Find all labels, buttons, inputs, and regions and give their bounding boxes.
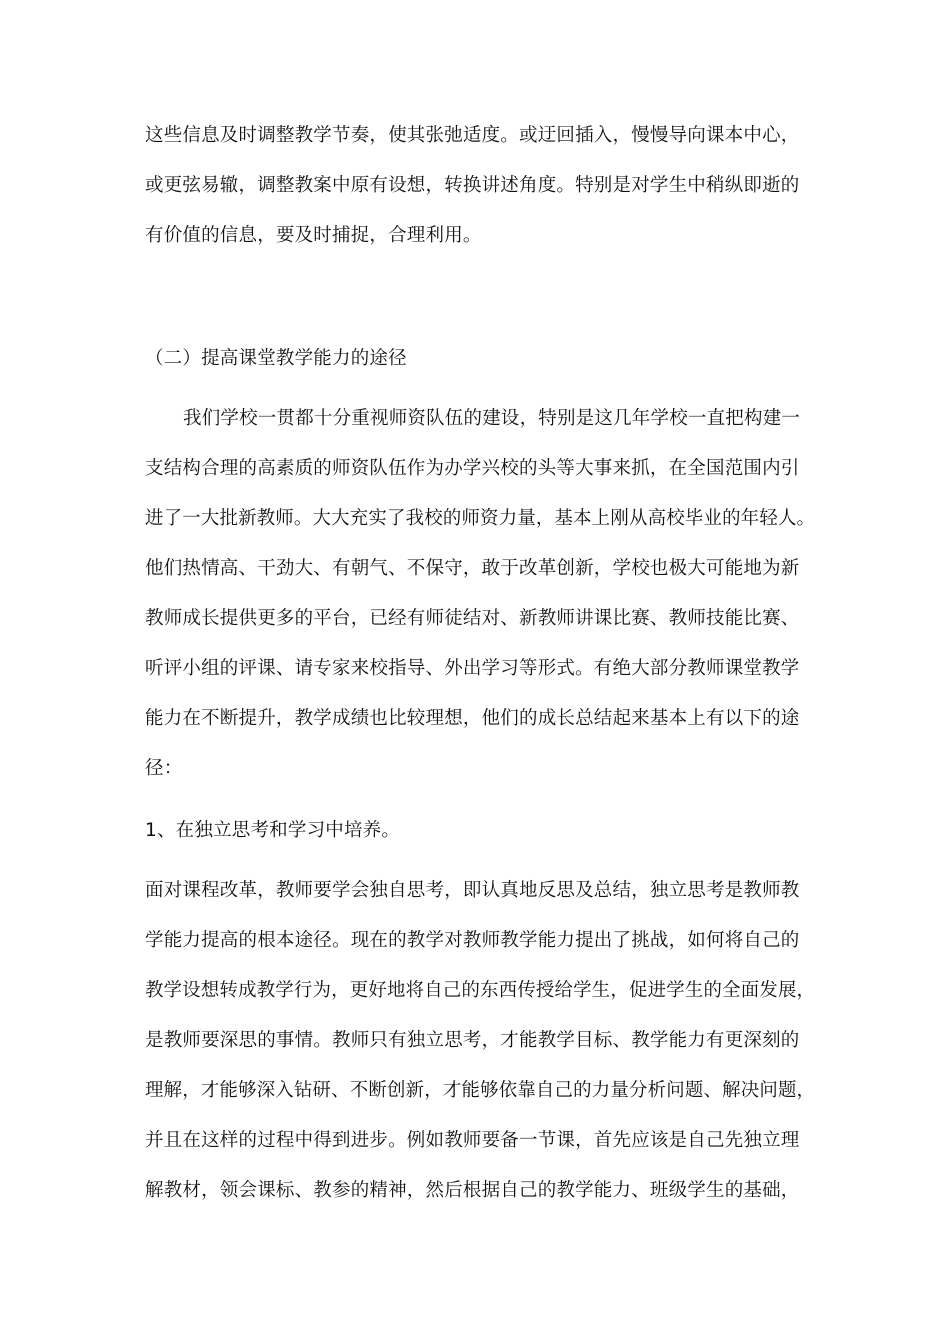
paragraph-2-line-6: 听评小组的评课、请专家来校指导、外出学习等形式。有绝大部分教师课堂教学 [145,658,800,679]
paragraph-2-line-8: 径： [145,758,183,779]
paragraph-2-line-4: 他们热情高、干劲大、有朝气、不保守，敢于改革创新，学校也极大可能地为新 [145,558,800,579]
paragraph-3-line-5: 理解，才能够深入钻研、不断创新，才能够依靠自己的力量分析问题、解决问题， [145,1080,816,1101]
paragraph-3-line-2: 学能力提高的根本途径。现在的教学对教师教学能力提出了挑战，如何将自己的 [145,930,800,951]
paragraph-1-line-2: 或更弦易辙，调整教案中原有设想，转换讲述角度。特别是对学生中稍纵即逝的 [145,175,800,196]
section-heading: （二）提高课堂教学能力的途径 [145,348,407,369]
paragraph-2-line-1: 我们学校一贯都十分重视师资队伍的建设，特别是这几年学校一直把构建一 [183,408,801,429]
paragraph-3-line-6: 并且在这样的过程中得到进步。例如教师要备一节课，首先应该是自己先独立理 [145,1130,800,1151]
paragraph-2-line-2: 支结构合理的高素质的师资队伍作为办学兴校的头等大事来抓，在全国范围内引 [145,458,800,479]
paragraph-1-line-1: 这些信息及时调整教学节奏，使其张弛适度。或迂回插入，慢慢导向课本中心， [145,125,800,146]
paragraph-2-line-5: 教师成长提供更多的平台，已经有师徒结对、新教师讲课比赛、教师技能比赛、 [145,608,800,629]
paragraph-1-line-3: 有价值的信息，要及时捕捉，合理利用。 [145,225,482,246]
paragraph-3-line-7: 解教材，领会课标、教参的精神，然后根据自己的教学能力、班级学生的基础， [145,1180,800,1201]
paragraph-2-line-7: 能力在不断提升，教学成绩也比较理想，他们的成长总结起来基本上有以下的途 [145,708,800,729]
paragraph-3-line-1: 面对课程改革，教师要学会独自思考，即认真地反思及总结，独立思考是教师教 [145,880,800,901]
paragraph-2-line-3: 进了一大批新教师。大大充实了我校的师资力量，基本上刚从高校毕业的年轻人。 [145,508,816,529]
subheading-1: 1、在独立思考和学习中培养。 [145,820,401,841]
paragraph-3-line-4: 是教师要深思的事情。教师只有独立思考，才能教学目标、教学能力有更深刻的 [145,1030,800,1051]
paragraph-3-line-3: 教学设想转成教学行为，更好地将自己的东西传授给学生，促进学生的全面发展， [145,980,816,1001]
